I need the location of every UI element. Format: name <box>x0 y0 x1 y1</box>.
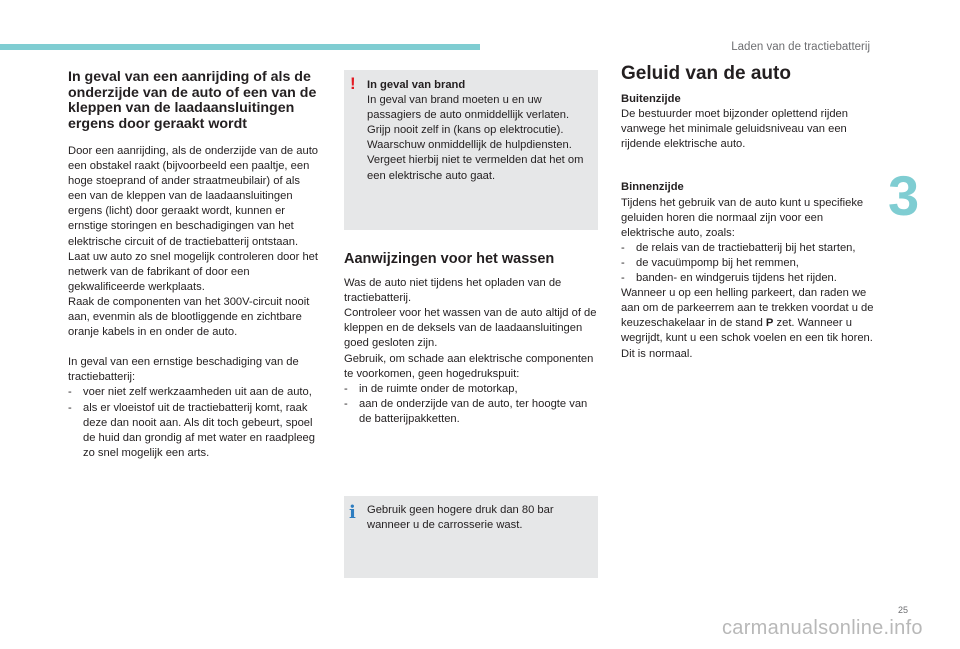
column-left <box>68 70 320 461</box>
collision-paragraph-1: Door een aanrijding, als de onderzijde van de auto een obstakel raakt (bijvoorbeeld een paaltje, een hoge stoeprand of ander straatmeubilair) of als een van de kleppen van de laadaansluitingen ergens (licht) door geraakt wordt, kunnen er ernstige storingen en beschadigingen van het elektrische circuit of de tractiebatterij ontstaan. Laat uw auto zo snel mogelijk controleren door het netwerk van de fabrikant of door een gekwalificeerde werkplaats. <box>68 145 319 293</box>
info-icon: i <box>349 502 356 523</box>
fire-warning-text: In geval van brand moeten u en uw passagiers de auto onmiddellijk verlaten. Grijp nooit zelf in (kans op elektrocutie). Waarschuw onmiddellijk de hulpdiensten. Vergeet hierbij niet te vermelden dat het om een elektrische auto gaat. <box>367 94 584 182</box>
pressure-info-text: Gebruik geen hogere druk dan 80 bar wanneer u de carrosserie wast. <box>367 504 554 532</box>
fire-warning-box <box>344 70 598 230</box>
interior-text: Tijdens het gebruik van de auto kunt u specifieke geluiden horen die normaal zijn voor een elektrische auto, zoals: <box>621 196 864 239</box>
washing-heading: Aanwijzingen voor het wassen <box>344 251 555 267</box>
parking-paragraph <box>621 286 876 361</box>
parking-text-a: Wanneer u op een helling parkeert, dan raden we aan om de parkeerrem aan te trekken voordat u de keuzeschakelaar in de stand <box>621 287 874 330</box>
fire-warning-title: In geval van brand <box>367 79 466 91</box>
list-item: - als er vloeistof uit de tractiebatterij komt, raak deze dan nooit aan. Als dit toch gebeurt, spoel de huid dan grondig af met water en raadpleeg zo snel mogelijk een arts. <box>68 401 320 461</box>
interior-title: Binnenzijde <box>621 181 684 194</box>
sound-heading: Geluid van de auto <box>621 63 791 84</box>
pressure-info-box <box>344 496 598 578</box>
parking-text-b: zet. Wanneer u wegrijdt, kunt u een schok voelen en een tik horen. Dit is normaal. <box>621 317 873 360</box>
column-right <box>621 63 876 362</box>
list-item: - in de ruimte onder de motorkap, <box>344 382 598 397</box>
watermark-text: carmanualsonline.info <box>722 617 923 639</box>
collision-paragraph-2: Raak de componenten van het 300V-circuit nooit aan, evenmin als de blootliggende en zichtbare oranje kabels in en onder de auto. <box>68 295 310 339</box>
gear-position-p: P <box>765 317 774 330</box>
collision-paragraph-3: In geval van een ernstige beschadiging van de tractiebatterij: <box>68 356 299 384</box>
list-item: - voer niet zelf werkzaamheden uit aan de auto, <box>68 385 320 400</box>
section-title: Laden van de tractiebatterij <box>731 41 870 53</box>
list-item: - de vacuümpomp bij het remmen, <box>621 256 876 271</box>
page-number: 25 <box>898 605 909 615</box>
chapter-number: 3 <box>888 164 920 227</box>
washing-paragraph-1: Was de auto niet tijdens het opladen van de tractiebatterij. <box>344 277 562 305</box>
list-item: - banden- en windgeruis tijdens het rijden. <box>621 271 876 286</box>
washing-paragraph-3: Gebruik, om schade aan elektrische componenten te voorkomen, geen hogedrukspuit: <box>344 352 594 380</box>
exterior-text: De bestuurder moet bijzonder oplettend rijden vanwege het minimale geluidsniveau van een rijdende elektrische auto. <box>621 108 848 151</box>
washing-paragraph-2: Controleer voor het wassen van de auto altijd of de kleppen en de deksels van de laadaansluitingen goed gesloten zijn. <box>344 307 597 350</box>
column-middle <box>344 252 598 427</box>
washing-list <box>344 382 598 427</box>
warning-icon: ! <box>350 74 356 93</box>
list-item: - aan de onderzijde van de auto, ter hoogte van de batterijpakketten. <box>344 397 598 427</box>
exterior-title: Buitenzijde <box>621 93 681 106</box>
collision-heading: In geval van een aanrijding of als de onderzijde van de auto of een van de kleppen van de laadaansluitingen ergens door geraakt wordt <box>68 69 317 132</box>
interior-list <box>621 241 876 286</box>
header-accent-bar <box>0 44 480 50</box>
collision-list <box>68 385 320 460</box>
list-item: - de relais van de tractiebatterij bij het starten, <box>621 241 876 256</box>
